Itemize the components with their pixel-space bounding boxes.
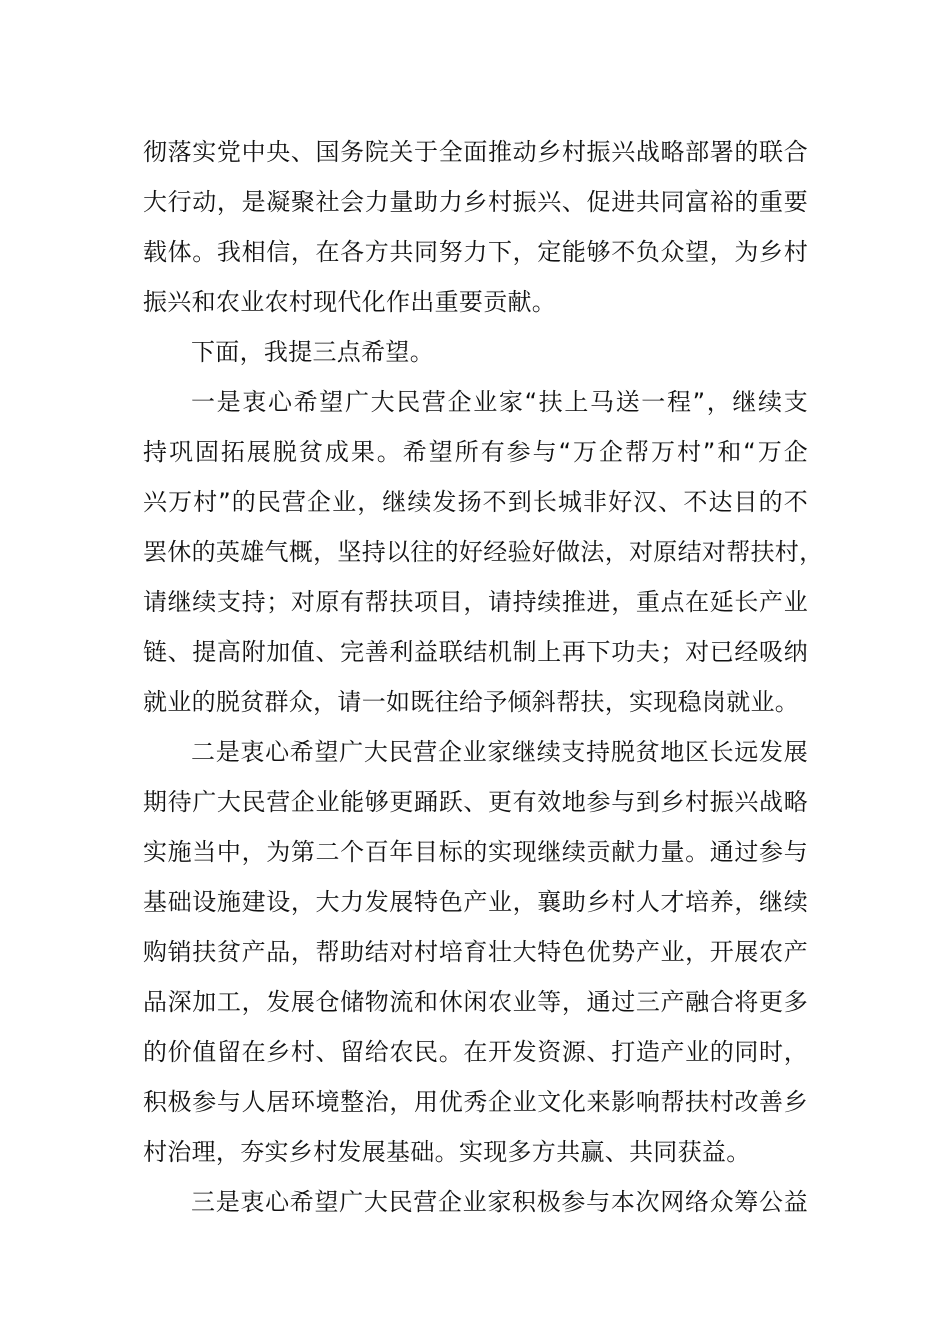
text-line: 下面，我提三点希望。 — [191, 338, 434, 366]
text-line: 就业的脱贫群众，请一如既往给予倾斜帮扶，实现稳岗就业。 — [143, 688, 800, 716]
text-line: 品深加工，发展仓储物流和休闲农业等，通过三产融合将更多 — [143, 988, 808, 1016]
text-line: 载体。我相信，在各方共同努力下，定能够不负众望，为乡村 — [143, 238, 808, 266]
text-line: 大行动，是凝聚社会力量助力乡村振兴、促进共同富裕的重要 — [143, 188, 808, 216]
text-line: 一是衷心希望广大民营企业家“扶上马送一程”，继续支 — [191, 388, 808, 416]
text-line: 的价值留在乡村、留给农民。在开发资源、打造产业的同时， — [143, 1038, 808, 1066]
text-line: 基础设施建设，大力发展特色产业，襄助乡村人才培养，继续 — [143, 888, 808, 916]
text-line: 积极参与人居环境整治，用优秀企业文化来影响帮扶村改善乡 — [143, 1088, 808, 1116]
text-line: 持巩固拓展脱贫成果。希望所有参与“万企帮万村”和“万企 — [143, 438, 808, 466]
text-line: 请继续支持；对原有帮扶项目，请持续推进，重点在延长产业 — [143, 588, 808, 616]
text-line: 购销扶贫产品，帮助结对村培育壮大特色优势产业，开展农产 — [143, 938, 808, 966]
text-line: 彻落实党中央、国务院关于全面推动乡村振兴战略部署的联合 — [143, 138, 808, 166]
text-line: 链、提高附加值、完善利益联结机制上再下功夫；对已经吸纳 — [143, 638, 808, 666]
text-line: 振兴和农业农村现代化作出重要贡献。 — [143, 288, 557, 316]
text-line: 二是衷心希望广大民营企业家继续支持脱贫地区长远发展 — [191, 738, 808, 766]
text-line: 村治理，夯实乡村发展基础。实现多方共赢、共同获益。 — [143, 1138, 751, 1166]
text-line: 三是衷心希望广大民营企业家积极参与本次网络众筹公益 — [191, 1188, 808, 1216]
text-line: 兴万村”的民营企业，继续发扬不到长城非好汉、不达目的不 — [143, 488, 809, 516]
text-line: 期待广大民营企业能够更踊跃、更有效地参与到乡村振兴战略 — [143, 788, 808, 816]
text-line: 实施当中，为第二个百年目标的实现继续贡献力量。通过参与 — [143, 838, 808, 866]
text-line: 罢休的英雄气概，坚持以往的好经验好做法，对原结对帮扶村， — [143, 538, 824, 566]
document-body — [143, 127, 824, 1227]
